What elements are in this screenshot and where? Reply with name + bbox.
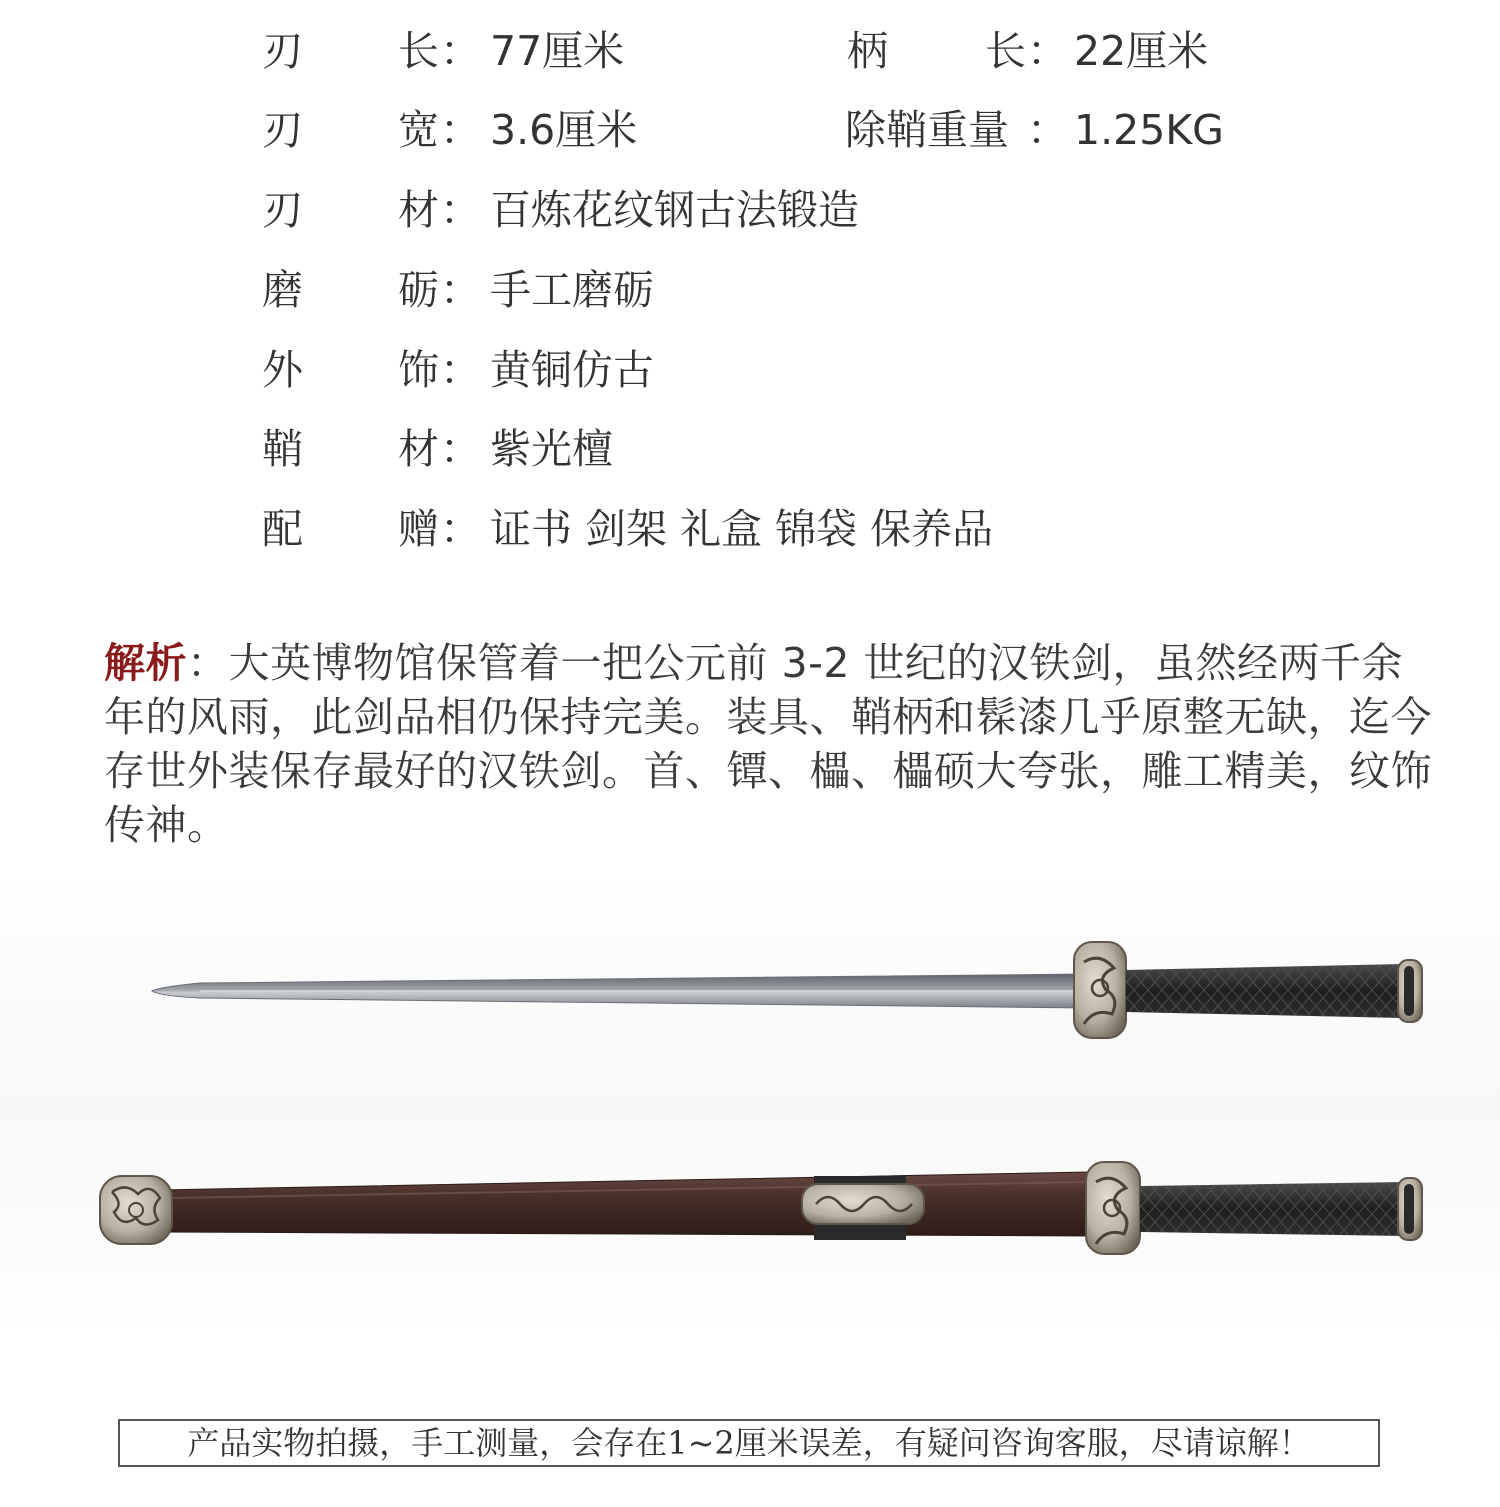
- spec-label-char1: 外: [262, 346, 303, 394]
- spec-row-scabbard-material: [0, 424, 1500, 474]
- spec-label-char1: 刃: [262, 186, 303, 234]
- spec-colon: ：: [1027, 27, 1068, 75]
- sword-illustration: [0, 870, 1500, 1340]
- spec-value: 77厘米: [490, 27, 625, 75]
- spec-colon: ：: [440, 425, 481, 473]
- spec-colon: ：: [440, 27, 481, 75]
- description-paragraph: [104, 636, 1434, 852]
- spec-row-blade-width: [0, 105, 1500, 155]
- spec-label-char2: 长: [985, 27, 1026, 75]
- spec-value: 1.25KG: [1074, 106, 1224, 154]
- spec-value: 3.6厘米: [490, 106, 638, 154]
- spec-label-char1: 刃: [262, 27, 303, 75]
- spec-colon: ：: [440, 346, 481, 394]
- spec-label-char1: 配: [262, 505, 303, 553]
- spec-label: 除鞘重量: [845, 106, 1009, 154]
- unsheathed-sword: [152, 942, 1422, 1038]
- sword-grip: [1126, 964, 1404, 1018]
- spec-label-char2: 赠: [398, 505, 439, 553]
- spec-row-gifts: [0, 504, 1500, 554]
- spec-colon: ：: [440, 505, 481, 553]
- spec-label-char1: 柄: [847, 27, 888, 75]
- spec-label-char2: 材: [398, 425, 439, 473]
- spec-row-blade-length: [0, 26, 1500, 76]
- description-label: 解析: [104, 639, 187, 687]
- spec-value: 紫光檀: [490, 425, 613, 473]
- spec-row-polishing: [0, 265, 1500, 315]
- spec-row-fittings: [0, 345, 1500, 395]
- scabbard-body: [160, 1172, 1090, 1236]
- spec-label-char2: 长: [398, 27, 439, 75]
- spec-label-char2: 砺: [398, 266, 439, 314]
- sheathed-grip: [1140, 1182, 1404, 1236]
- description-text: 大英博物馆保管着一把公元前 3-2 世纪的汉铁剑，虽然经两千余年的风雨，此剑品相仍保持完美。装具、鞘柄和髹漆几乎原整无缺，迄今存世外装保存最好的汉铁剑。首、镡、櫑、櫑硕大夸张，雕工精美，纹饰传神。: [104, 639, 1432, 849]
- spec-label-char1: 刃: [262, 106, 303, 154]
- spec-label-char1: 磨: [262, 266, 303, 314]
- sword-guard: [1074, 942, 1126, 1038]
- spec-value: 手工磨砺: [490, 266, 654, 314]
- sword-pommel: [1398, 960, 1422, 1022]
- spec-label-char1: 鞘: [262, 425, 303, 473]
- spec-colon: ：: [440, 106, 481, 154]
- spec-value: 22厘米: [1074, 27, 1209, 75]
- spec-colon: ：: [440, 186, 481, 234]
- disclaimer-text: 产品实物拍摄，手工测量，会存在1~2厘米误差，有疑问咨询客服，尽请谅解！: [187, 1424, 1311, 1462]
- sheathed-pommel: [1398, 1178, 1422, 1240]
- disclaimer-box: [118, 1419, 1380, 1467]
- spec-value: 证书 剑架 礼盒 锦袋 保养品: [490, 505, 994, 553]
- spec-value: 黄铜仿古: [490, 346, 654, 394]
- scabbard-chape: [100, 1176, 172, 1244]
- spec-value: 百炼花纹钢古法锻造: [490, 186, 859, 234]
- spec-label-char2: 材: [398, 186, 439, 234]
- description-colon: ：: [187, 639, 229, 687]
- spec-label-char2: 宽: [398, 106, 439, 154]
- sheathed-guard: [1086, 1162, 1140, 1254]
- scabbard-slide: [802, 1176, 924, 1240]
- spec-row-blade-material: [0, 185, 1500, 235]
- spec-colon: ：: [1027, 106, 1068, 154]
- sheathed-sword: [100, 1162, 1422, 1254]
- spec-label-char2: 饰: [398, 346, 439, 394]
- product-photo-area: [0, 870, 1500, 1340]
- spec-colon: ：: [440, 266, 481, 314]
